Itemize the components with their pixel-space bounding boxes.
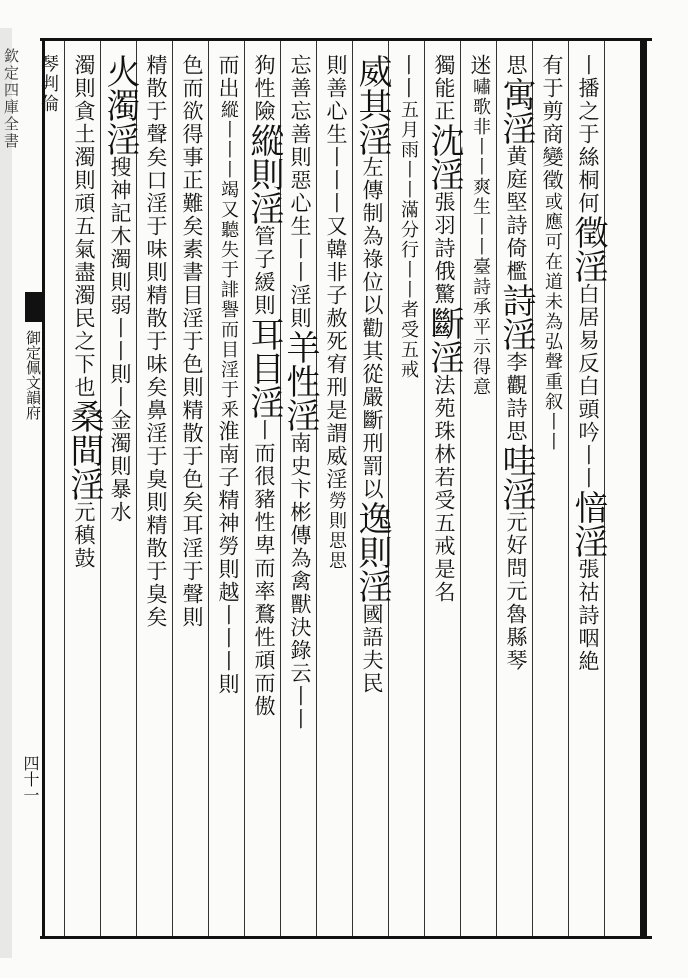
text-run: 忘善忘善則惡心生丨丨淫則 <box>288 54 312 330</box>
text-run: 思 <box>504 54 528 77</box>
text-run: 勞則思思 <box>326 491 347 571</box>
text-run: 而出 <box>216 54 240 100</box>
frame-top-border <box>40 38 652 41</box>
text-run: 琴判倫 <box>38 54 59 114</box>
text-run: 迷 <box>468 54 492 77</box>
frame-right-border <box>640 38 647 939</box>
text-run: 李觀詩思 <box>504 351 528 443</box>
headword: 威其淫 <box>352 54 392 156</box>
headword: 火濁淫 <box>100 54 140 156</box>
headword: 徵淫 <box>568 215 608 283</box>
page-left-edge <box>0 28 12 958</box>
folio-number: 四十一 <box>21 755 40 803</box>
text-run: 丨丨 <box>396 54 420 100</box>
text-column <box>319 54 353 932</box>
text-run: 色而欲得事正難矣素書目淫于色則精散于色矣耳淫于聲則 <box>180 54 204 629</box>
text-run: 黄庭堅詩倚檻 <box>504 145 528 283</box>
text-column <box>64 54 104 932</box>
text-run: 丨而很豬性卑而率鶩性頑而傲 <box>252 419 276 718</box>
headword: 羊性淫 <box>280 330 320 432</box>
text-run: 聲重叙丨丨 <box>542 352 563 452</box>
text-column <box>568 54 608 932</box>
text-run: 狗性險 <box>252 54 276 123</box>
text-column <box>424 54 464 932</box>
text-run: 精散于聲矣口淫于味則精散于味矣鼻淫于臭則精散于臭矣 <box>144 54 168 629</box>
headword: 愔淫 <box>568 490 608 558</box>
text-run: 濁則貪土濁則頑五氣盡濁民之下也 <box>72 54 96 399</box>
text-run: 竭又聽失于誹譽而目淫于釆 <box>218 180 239 420</box>
text-column <box>352 54 392 932</box>
text-column <box>31 54 65 932</box>
text-run: 南史卞彬傳為禽獸決錄云丨丨 <box>288 432 312 731</box>
text-run: 丨播之于絲桐何 <box>576 54 600 215</box>
spine-edge-title: 欽定四庫全書 <box>2 48 20 150</box>
text-run: 爽生丨丨 <box>470 177 491 257</box>
text-column <box>280 54 320 932</box>
text-run: 管子緩則 <box>252 225 276 317</box>
spine-book-title: 御定佩文韻府 <box>24 330 42 420</box>
text-run: 縱丨丨丨 <box>218 100 239 180</box>
text-column <box>139 54 173 932</box>
text-run: 左傳制為祿位以勸其從嚴斷刑罰以 <box>360 156 384 501</box>
text-column <box>211 54 245 932</box>
text-column <box>391 54 425 932</box>
text-run: 獨能正 <box>432 54 456 123</box>
text-run: 張祜詩咽絶 <box>576 558 600 673</box>
text-run: 法苑珠林若受五戒是名 <box>432 374 456 604</box>
text-column <box>496 54 536 932</box>
text-run: 張羽詩俄驚 <box>432 191 456 306</box>
headword: 詩淫 <box>496 283 536 351</box>
text-run: 元好問元魯縣琴 <box>504 511 528 672</box>
headword: 逸則淫 <box>352 501 392 603</box>
text-column <box>244 54 284 932</box>
text-run: 淮南子精神勞則越丨丨丨則 <box>216 420 240 696</box>
text-run: 元稹鼓 <box>72 501 96 570</box>
headword: 寓淫 <box>496 77 536 145</box>
text-run: 五月雨丨丨 <box>398 100 419 200</box>
text-run: 臺詩承平示得意 <box>470 257 491 397</box>
headword: 耳目淫 <box>244 317 284 419</box>
text-column <box>463 54 497 932</box>
text-column <box>535 54 569 932</box>
text-run: 搜神記木濁則弱丨丨則丨金濁則暴水 <box>108 156 132 524</box>
text-run: 國語夫民 <box>360 603 384 695</box>
text-run: 有于剪商變徵 <box>540 54 564 192</box>
text-column <box>100 54 140 932</box>
headword: 縱則淫 <box>244 123 284 225</box>
text-run: 則善心生丨丨丨又韓非子赦死宥刑是謂威淫 <box>324 54 348 491</box>
headword: 哇淫 <box>496 443 536 511</box>
text-run: 或應可在道未為弘 <box>542 192 563 352</box>
headword: 沈淫 <box>424 123 464 191</box>
headword: 斷淫 <box>424 306 464 374</box>
text-run: 嘯歌非丨丨 <box>470 77 491 177</box>
text-column <box>175 54 209 932</box>
headword: 桑間淫 <box>64 399 104 501</box>
frame-bottom-border <box>40 936 652 939</box>
text-run: 滿分行丨丨者受五戒 <box>398 200 419 380</box>
text-run: 白居易反白頭吟丨丨 <box>576 283 600 490</box>
